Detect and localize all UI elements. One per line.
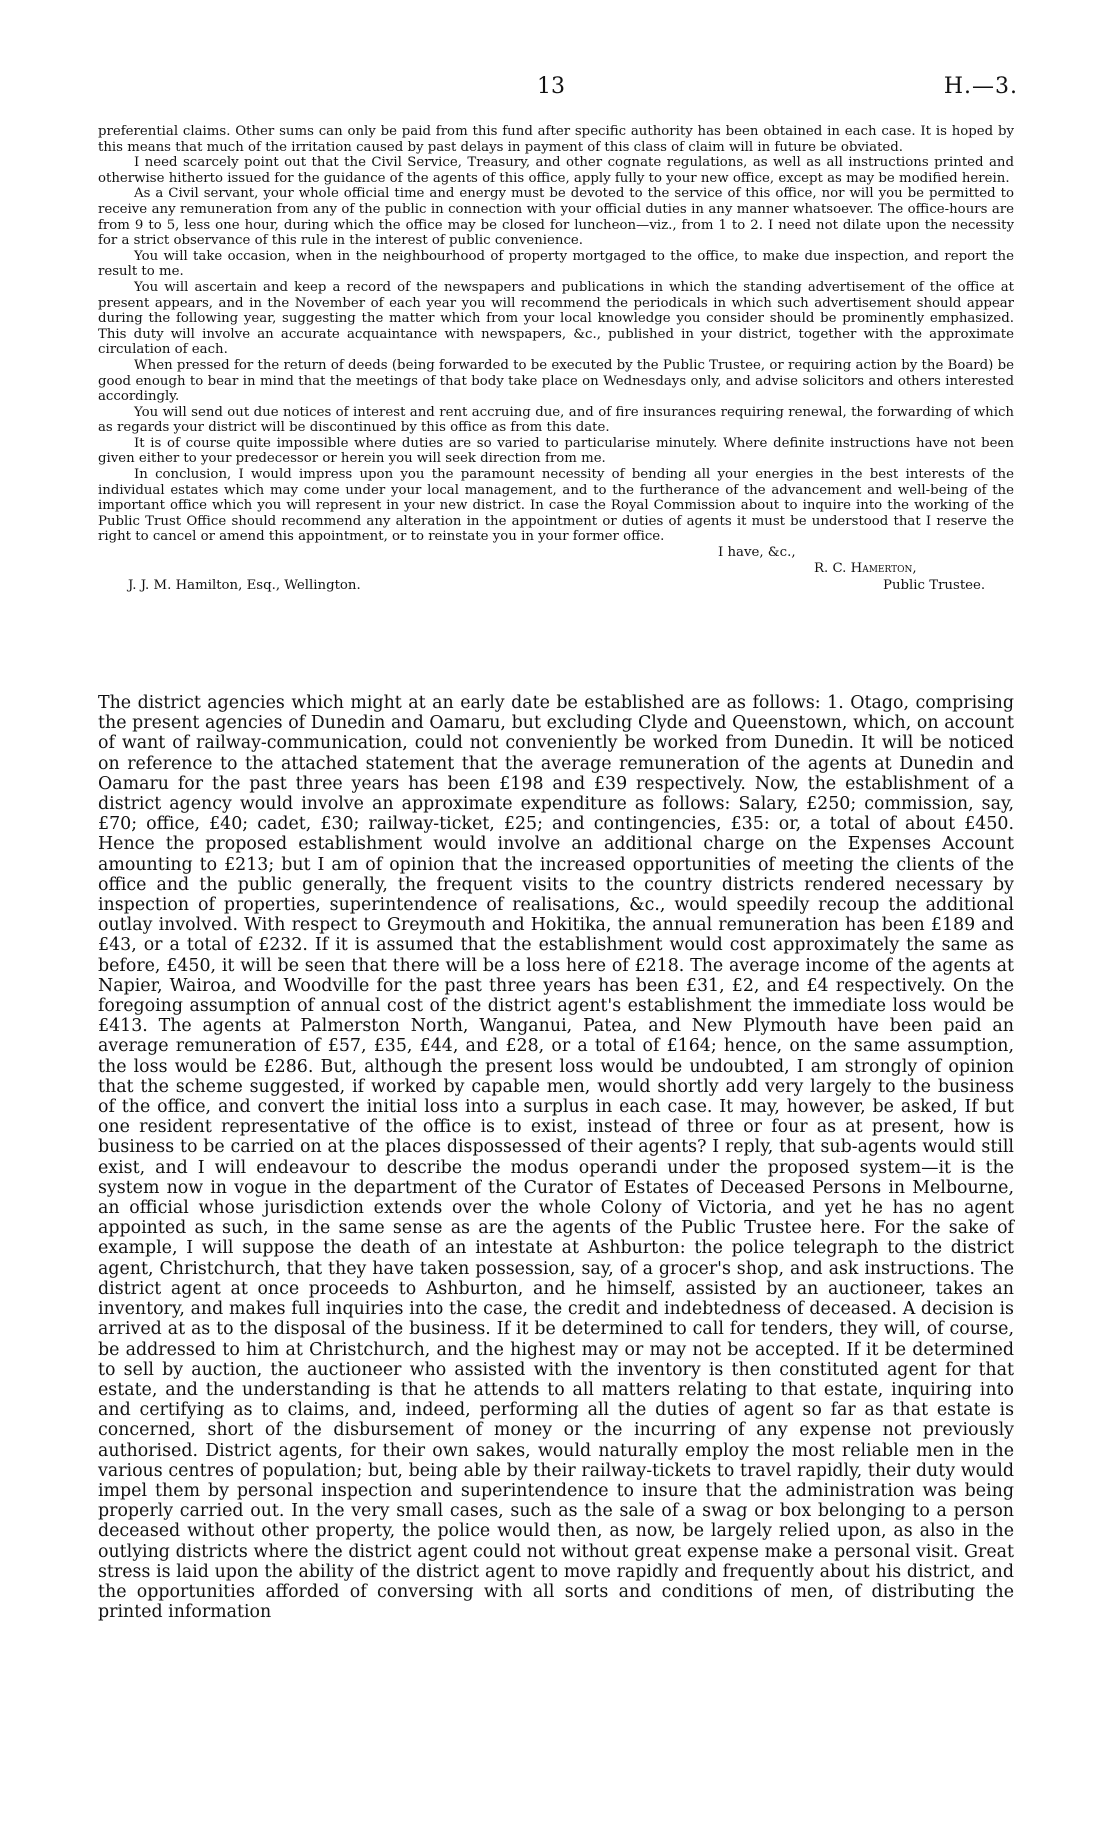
signatory-title: Public Trustee. [883, 578, 986, 594]
letter-paragraph: As a Civil servant, your whole official time and energy must be devoted to the service of this office, nor will you be permitted to receive any remuneration from any of the public in connection with your official duties in any manner whatsoever. The office-hours are from 9 to 5, less one hour, during which the office may be closed for luncheon—viz., from 1 to 2. I need not dilate upon the necessity for a strict observance of this rule in the interest of public convenience. [98, 186, 1014, 249]
page-number: 13 [537, 74, 565, 99]
document-code: H.—3. [943, 74, 1018, 99]
main-body [98, 693, 1014, 1622]
letter-paragraph: preferential claims. Other sums can only be paid from this fund after specific authority has been obtained in each case. It is hoped by this means that much of the irritation caused by past delays in payment of this class of claim will in future be obviated. [98, 124, 1014, 155]
letter-paragraph: When pressed for the return of deeds (being forwarded to be executed by the Public Trustee, or requiring action by the Board) be good enough to bear in mind that the meetings of that body take place on Wednesdays only, and advise solicitors and others interested accordingly. [98, 357, 1014, 405]
signatory-name: R. C. Hamerton, [814, 561, 917, 577]
letter-paragraph: You will ascertain and keep a record of the newspapers and publications in which the standing advertisement of the office at present appears, and in the November of each year you will recommend the periodicals in which such advertisement should appear during the following year, suggesting the matter which from your local knowledge you consider should be prominently emphasized. This duty will involve an accurate acquaintance with newspapers, &c., published in your district, together with the approximate circulation of each. [98, 279, 1014, 358]
letter-block [98, 124, 1014, 595]
letter-paragraph: You will send out due notices of interest and rent accruing due, and of fire insurances requiring renewal, the forwarding of which as regards your district will be discontinued by this office as from this date. [98, 404, 1014, 436]
letter-closing [98, 545, 1014, 595]
letter-paragraph: You will take occasion, when in the neighbourhood of property mortgaged to the office, to make due inspection, and report the result to me. [98, 248, 1014, 280]
letter-paragraph: It is of course quite impossible where duties are so varied to particularise minutely. Where definite instructions have not been given either to your predecessor or herein you will seek direction from me. [98, 435, 1014, 467]
letter-paragraph: In conclusion, I would impress upon you the paramount necessity of bending all your energies in the best interests of the individual estates which may come under your local management, and to the furtherance of the advancement and well-being of the important office which you will represent in your new district. In case the Royal Commission about to inquire into the working of the Public Trust Office should recommend any alteration in the appointment or duties of agents it must be understood that I reserve the right to cancel or amend this appointment, or to reinstate you in your former office. [98, 467, 1014, 545]
page-header [0, 74, 1114, 102]
letter-paragraph: I need scarcely point out that the Civil Service, Treasury, and other cognate regulations, as well as all instructions printed and otherwise hitherto issued for the guidance of the agents of this office, apply fully to your new office, except as may be modified herein. [98, 155, 1014, 186]
closing-phrase: I have, &c., [718, 545, 796, 561]
body-paragraph: The district agencies which might at an early date be established are as follows: 1. Otago, comprising the present agencies of Dunedin and Oamaru, but excluding Clyde and Queenstown, which, on account of want of railway-communication, could not conveniently be worked from Dunedin. It will be noticed on reference to the attached statement that the average remuneration of the agents at Dunedin and Oamaru for the past three years has been £198 and £39 respectively. Now, the establishment of a district agency would involve an approximate expenditure as follows: Salary, £250; commission, say, £70; office, £40; cadet, £30; railway-ticket, £25; and contingencies, £35: or, a total of about £450. Hence the proposed establishment would involve an additional charge on the Expenses Account amounting to £213; but I am of opinion that the increased opportunities of meeting the clients of the office and the public generally, the frequent visits to the country districts rendered necessary by inspection of properties, superintendence of realisations, &c., would speedily recoup the additional outlay involved. With respect to Greymouth and Hokitika, the annual remuneration has been £189 and £43, or a total of £232. If it is assumed that the establishment would cost approximately the same as before, £450, it will be seen that there will be a loss here of £218. The average income of the agents at Napier, Wairoa, and Woodville for the past three years has been £31, £2, and £4 respectively. On the foregoing assumption of annual cost of the district agent's establishment the immediate loss would be £413. The agents at Palmerston North, Wanganui, Patea, and New Plymouth have been paid an average remuneration of £57, £35, £44, and £28, or a total of £164; hence, on the same assumption, the loss would be £286. But, although the present loss would be undoubted, I am strongly of opinion that the scheme suggested, if worked by capable men, would shortly add very largely to the business of the office, and convert the initial loss into a surplus in each case. It may, however, be asked, If but one resident representative of the office is to exist, instead of three or four as at present, how is business to be carried on at the places dispossessed of their agents? I reply, that sub-agents would still exist, and I will endeavour to describe the modus operandi under the proposed system—it is the system now in vogue in the department of the Curator of Estates of Deceased Persons in Melbourne, an official whose jurisdiction extends over the whole Colony of Victoria, and yet he has no agent appointed as such, in the same sense as are the agents of the Public Trustee here. For the sake of example, I will suppose the death of an intestate at Ashburton: the police telegraph to the district agent, Christchurch, that they have taken possession, say, of a grocer's shop, and ask instructions. The district agent at once proceeds to Ashburton, and he himself, assisted by an auctioneer, takes an inventory, and makes full inquiries into the case, the credit and indebtedness of deceased. A decision is arrived at as to the disposal of the business. If it be determined to call for tenders, they will, of course, be addressed to him at Christchurch, and the highest may or may not be accepted. If it be determined to sell by auction, the auctioneer who assisted with the inventory is then constituted agent for that estate, and the understanding is that he attends to all matters relating to that estate, inquiring into and certifying as to claims, and, indeed, performing all the duties of agent so far as that estate is concerned, short of the disbursement of money or the incurring of any expense not previously authorised. District agents, for their own sakes, would naturally employ the most reliable men in the various centres of population; but, being able by their railway-tickets to travel rapidly, their duty would impel them by personal inspection and superintendence to insure that the administration was being properly carried out. In the very small cases, such as the sale of a swag or box belonging to a person deceased without other property, the police would then, as now, be largely relied upon, as also in the outlying districts where the district agent could not without great expense make a personal visit. Great stress is laid upon the ability of the district agent to move rapidly and frequently about his district, and the opportunities afforded of conversing with all sorts and conditions of men, of distributing the printed information [98, 693, 1014, 1623]
addressee: J. J. M. Hamilton, Esq., Wellington. [128, 578, 361, 594]
